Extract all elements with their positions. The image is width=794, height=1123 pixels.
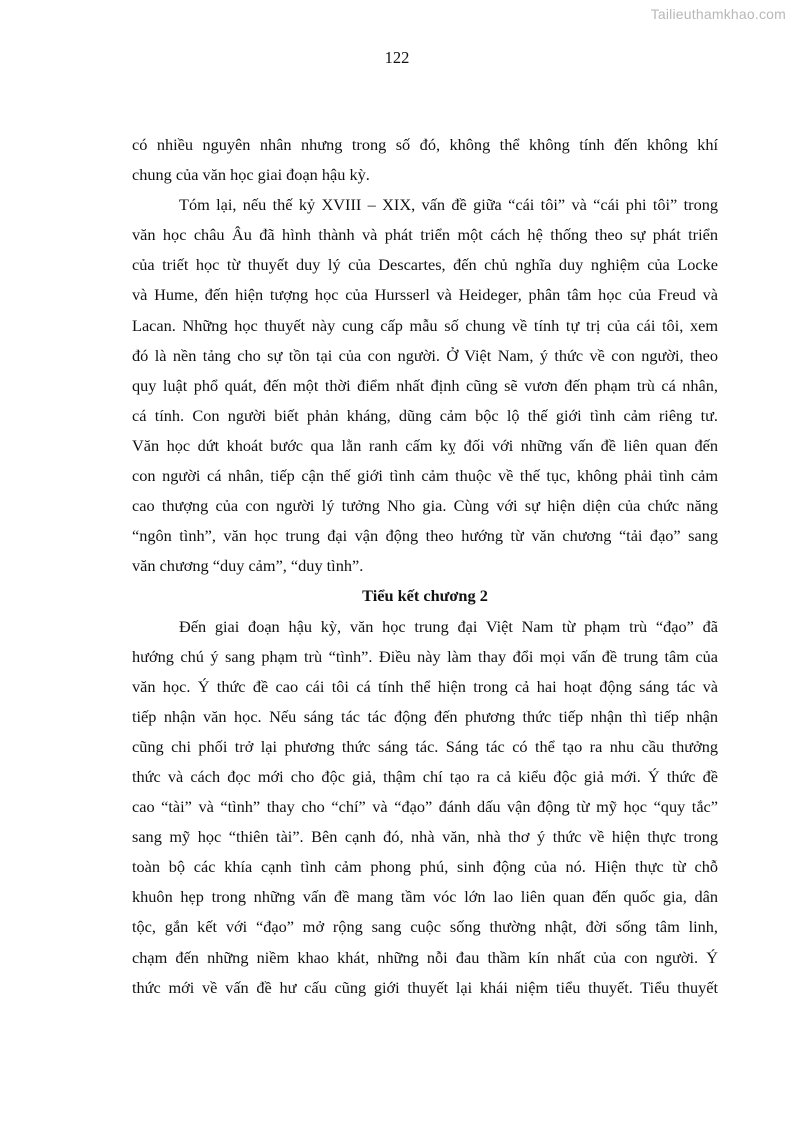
paragraph-line: văn chương “duy cảm”, “duy tình”. <box>132 556 364 576</box>
paragraph-line: cao “tài” và “tình” thay cho “chí” và “đạo” đánh dấu vận động từ mỹ học “quy tắc” <box>132 797 718 817</box>
paragraph-line: thức và cách đọc mới cho độc giả, thậm chí tạo ra cả kiểu độc giả mới. Ý thức đề <box>132 766 718 786</box>
paragraph-line: chạm đến những niềm khao khát, những nỗi đau thầm kín nhất của con người. Ý <box>132 947 718 967</box>
paragraph-line: và Hume, đến hiện tượng học của Hursserl và Heideger, phân tâm học của Freud và <box>132 285 718 305</box>
paragraph-line: Đến giai đoạn hậu kỳ, văn học trung đại Việt Nam từ phạm trù “đạo” đã <box>179 616 718 636</box>
paragraph-line: khuôn hẹp trong những vấn đề mang tầm vóc lớn lao liên quan đến quốc gia, dân <box>132 887 718 907</box>
paragraph-line: cá tính. Con người biết phản kháng, dũng cảm bộc lộ thế giới tình cảm riêng tư. <box>132 405 718 425</box>
paragraph-line: cao thượng của con người lý tưởng Nho gia. Cùng với sự hiện diện của chức năng <box>132 496 718 516</box>
paragraph-line: sang mỹ học “thiên tài”. Bên cạnh đó, nhà văn, nhà thơ ý thức về hiện thực trong <box>132 827 718 847</box>
paragraph-line: văn học châu Âu đã hình thành và phát triển một cách hệ thống theo sự phát triển <box>132 225 718 245</box>
paragraph-line: đó là nền tảng cho sự tồn tại của con người. Ở Việt Nam, ý thức về con người, theo <box>132 345 718 365</box>
paragraph-line: cũng chi phối trở lại phương thức sáng tác. Sáng tác có thể tạo ra nhu cầu thưởng <box>132 736 718 756</box>
paragraph-line: toàn bộ các khía cạnh tình cảm phong phú, sinh động của nó. Hiện thực từ chỗ <box>132 857 718 877</box>
paragraph-line: tộc, gắn kết với “đạo” mở rộng sang cuộc sống thường nhật, đời sống tâm linh, <box>132 917 718 937</box>
paragraph-line: tiếp nhận văn học. Nếu sáng tác tác động đến phương thức tiếp nhận thì tiếp nhận <box>132 706 718 726</box>
paragraph-line: của triết học từ thuyết duy lý của Descartes, đến chủ nghĩa duy nghiệm của Locke <box>132 255 718 275</box>
paragraph-line: “ngôn tình”, văn học trung đại vận động theo hướng từ văn chương “tải đạo” sang <box>132 526 718 546</box>
paragraph-line: quy luật phổ quát, đến một thời điểm nhất định cũng sẽ vươn đến phạm trù cá nhân, <box>132 375 718 395</box>
page-number: 122 <box>384 48 410 67</box>
section-heading: Tiểu kết chương 2 <box>362 586 488 606</box>
paragraph-line: thức mới về vấn đề hư cấu cũng giới thuyết lại khái niệm tiểu thuyết. Tiểu thuyết <box>132 977 718 997</box>
paragraph-line: chung của văn học giai đoạn hậu kỳ. <box>132 165 370 185</box>
paragraph-line: văn học. Ý thức đề cao cái tôi cá tính thể hiện trong cả hai hoạt động sáng tác và <box>132 676 718 696</box>
document-body <box>132 130 718 1003</box>
watermark: Tailieuthamkhao.com <box>650 6 786 22</box>
paragraph-line: Tóm lại, nếu thế kỷ XVIII – XIX, vấn đề giữa “cái tôi” và “cái phi tôi” trong <box>179 195 718 215</box>
paragraph-line: con người cá nhân, tiếp cận thế giới tình cảm thuộc về thế tục, không phải tình cảm <box>132 466 718 486</box>
paragraph-line: có nhiều nguyên nhân nhưng trong số đó, không thể không tính đến không khí <box>132 135 718 154</box>
paragraph-line: hướng chú ý sang phạm trù “tình”. Điều này làm thay đổi mọi vấn đề trung tâm của <box>132 646 718 666</box>
paragraph-line: Văn học dứt khoát bước qua lằn ranh cấm kỵ đối với những vấn đề liên quan đến <box>132 435 718 455</box>
paragraph-line: Lacan. Những học thuyết này cung cấp mẫu số chung về tính tự trị của cái tôi, xem <box>132 315 718 335</box>
